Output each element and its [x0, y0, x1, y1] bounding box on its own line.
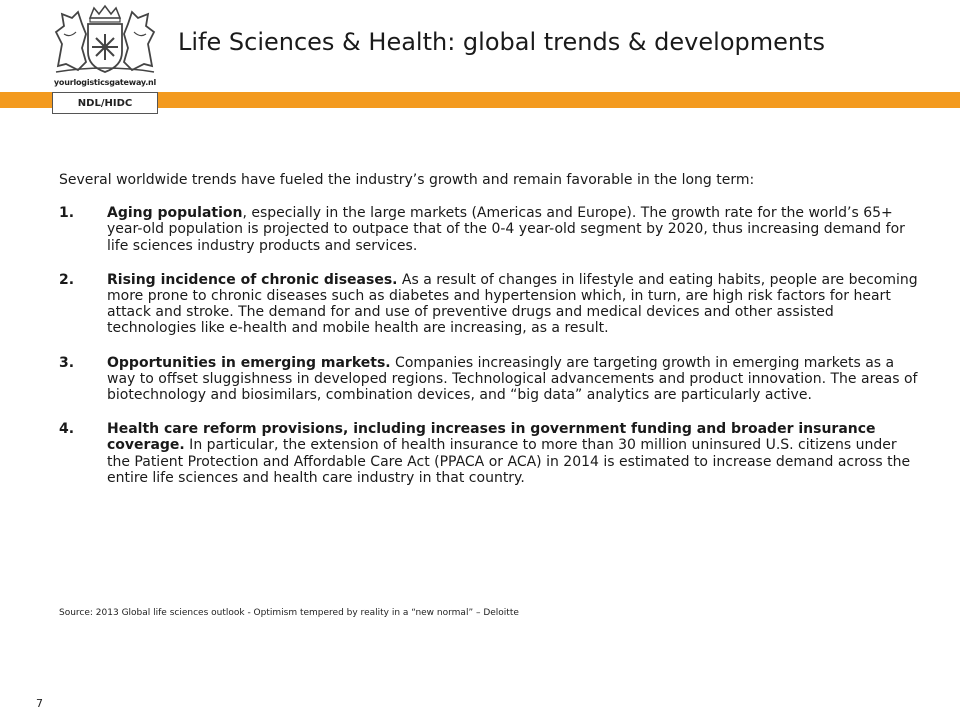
- list-item-text: [107, 205, 919, 254]
- logo: [52, 4, 158, 112]
- list-item: [59, 355, 919, 404]
- logo-label: NDL/HIDC: [52, 92, 158, 114]
- list-item: [59, 205, 919, 254]
- list-item-number: 1.: [59, 205, 75, 222]
- logo-url: yourlogisticsgateway.nl: [53, 78, 157, 87]
- list-item-body: Companies increasingly are targeting growth in emerging markets as a way to offset sluggishness in developed regions. Technological advancements and product innovation. The areas of biotechnology and biosimilars, combination devices, and “big data” analytics are particularly active.: [107, 354, 918, 404]
- list-item-heading: Opportunities in emerging markets.: [107, 354, 391, 371]
- page-title: Life Sciences & Health: global trends & developments: [178, 28, 826, 56]
- list-item-number: 2.: [59, 271, 75, 288]
- list-item-body: In particular, the extension of health insurance to more than 30 million uninsured U.S. citizens under the Patient Protection and Affordable Care Act (PPACA or ACA) in 2014 is estimated to increase demand across the entire life sciences and health care industry in that country.: [107, 437, 911, 486]
- list-item-number: 4.: [59, 421, 75, 438]
- list-item-text: [107, 421, 919, 486]
- coat-of-arms-icon: [52, 4, 158, 78]
- list-item-body: As a result of changes in lifestyle and eating habits, people are becoming more prone to chronic diseases such as diabetes and hypertension which, in turn, are high risk factors for heart attack and stroke. The demand for and use of preventive drugs and medical devices and other assisted technologies like e-health and mobile health are increasing, as a result.: [107, 271, 918, 337]
- list-item: [59, 272, 919, 337]
- page-number: 7: [36, 697, 43, 710]
- list-item-heading: Health care reform provisions, including increases in government funding and broader insurance coverage.: [107, 421, 876, 454]
- source-citation: Source: 2013 Global life sciences outlook - Optimism tempered by reality in a “new normal” – Deloitte: [59, 608, 519, 618]
- list-item-heading: Rising incidence of chronic diseases.: [107, 271, 398, 288]
- intro-paragraph: Several worldwide trends have fueled the industry’s growth and remain favorable in the long term:: [59, 172, 755, 188]
- list-item-number: 3.: [59, 354, 75, 371]
- list-item-body: , especially in the large markets (Americas and Europe). The growth rate for the world’s 65+ year-old population is projected to outpace that of the 0-4 year-old segment by 2020, thus increasing demand for life sciences industry products and services.: [107, 205, 905, 254]
- list-item: [59, 421, 919, 486]
- list-item-text: [107, 355, 919, 404]
- list-item-text: [107, 272, 919, 337]
- slide-body: [59, 172, 919, 504]
- list-item-heading: Aging population: [107, 205, 243, 222]
